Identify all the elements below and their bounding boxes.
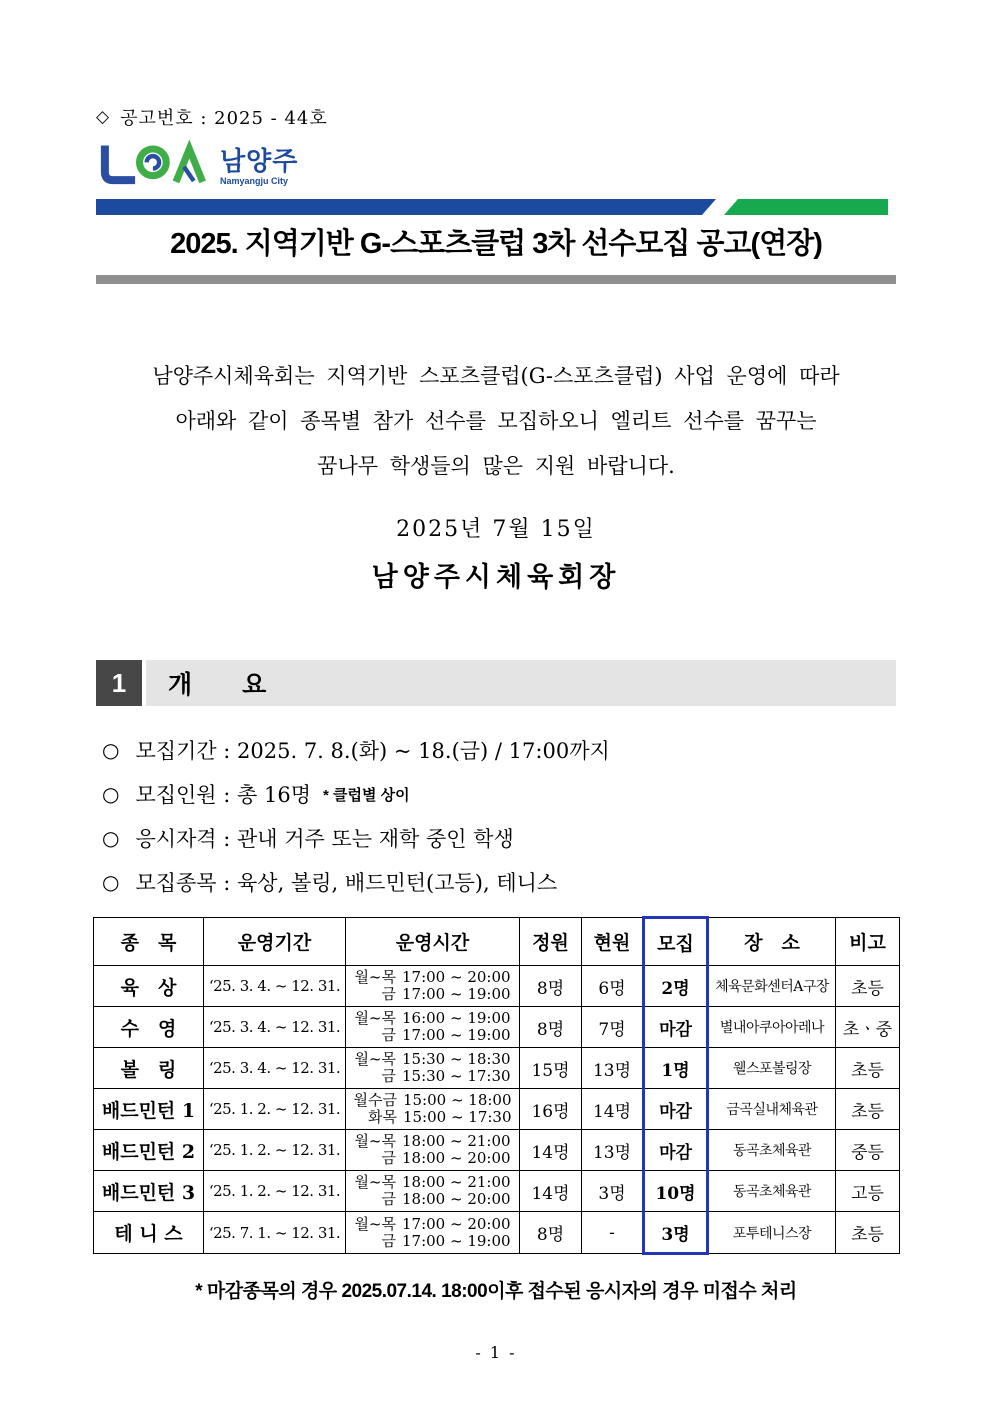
cell-capacity: 15명 xyxy=(520,1048,582,1089)
col-header-time: 운영시간 xyxy=(346,918,520,966)
announcement-date: 2025년 7월 15일 xyxy=(396,517,596,542)
cell-time xyxy=(346,1212,520,1254)
cell-period: ‘25. 1. 2. ~ 12. 31. xyxy=(204,1130,346,1171)
deadline-footnote: * 마감종목의 경우 2025.07.14. 18:00이후 접수된 응시자의 경우 미접수 처리 xyxy=(195,1281,797,1302)
col-header-event: 종 목 xyxy=(94,918,204,966)
time-range: 17:00 ~ 20:00 xyxy=(402,968,511,986)
table-row-athletics xyxy=(94,966,900,1007)
cell-venue: 체육문화센터A구장 xyxy=(708,966,836,1007)
time-range: 15:30 ~ 17:30 xyxy=(402,1067,511,1085)
cell-note: 초등 xyxy=(836,1089,900,1130)
cell-capacity: 8명 xyxy=(520,966,582,1007)
cell-time xyxy=(346,1130,520,1171)
intro-line: 꿈나무 학생들의 많은 지원 바랍니다. xyxy=(317,454,675,478)
diamond-icon: ◇ xyxy=(96,107,111,127)
cell-note: 초ㆍ중 xyxy=(836,1007,900,1048)
cell-current: 6명 xyxy=(582,966,644,1007)
cell-note: 초등 xyxy=(836,1212,900,1254)
intro-line: 아래와 같이 종목별 참가 선수를 모집하오니 엘리트 선수를 꿈꾸는 xyxy=(175,409,817,433)
time-day-label: 금 xyxy=(381,985,396,1003)
cell-period: ‘25. 7. 1. ~ 12. 31. xyxy=(204,1212,346,1254)
city-name: 남양주 xyxy=(220,146,299,176)
col-header-recruit: 모집 xyxy=(644,918,708,966)
time-range: 17:00 ~ 20:00 xyxy=(402,1214,511,1233)
section-1-header xyxy=(96,660,896,706)
time-range: 15:00 ~ 17:30 xyxy=(402,1108,512,1126)
cell-capacity: 14명 xyxy=(520,1130,582,1171)
bullet-text: 모집기간 : 2025. 7. 8.(화) ~ 18.(금) / 17:00까지 xyxy=(135,739,610,763)
bullet-recruit-count xyxy=(96,772,896,816)
cell-period: ‘25. 3. 4. ~ 12. 31. xyxy=(204,1007,346,1048)
bullet-recruit-period xyxy=(96,728,896,772)
circle-bullet-icon: ○ xyxy=(102,782,120,806)
time-day-label: 월~목 xyxy=(354,1132,396,1150)
cell-recruit: 마감 xyxy=(644,1130,708,1171)
time-range: 17:00 ~ 19:00 xyxy=(402,985,511,1003)
time-range: 15:00 ~ 18:00 xyxy=(402,1091,512,1109)
time-range: 18:00 ~ 21:00 xyxy=(402,1173,511,1191)
cell-note: 초등 xyxy=(836,966,900,1007)
issuer-name: 남양주시체육회장 xyxy=(371,562,621,593)
bullet-note: * 클럽별 상이 xyxy=(323,786,410,804)
cell-period: ‘25. 1. 2. ~ 12. 31. xyxy=(204,1089,346,1130)
cell-time xyxy=(346,1171,520,1212)
col-header-current: 현원 xyxy=(582,918,644,966)
cell-event: 배드민턴 2 xyxy=(94,1130,204,1171)
col-header-venue: 장 소 xyxy=(708,918,836,966)
time-day-label: 금 xyxy=(381,1190,396,1208)
bullet-text: 모집인원 : 총 16명 xyxy=(135,783,311,807)
time-day-label: 월~목 xyxy=(354,968,396,986)
time-day-label: 금 xyxy=(381,1231,396,1250)
document-page xyxy=(96,0,896,1362)
header-accent-bar xyxy=(96,199,896,215)
notice-number-text: 공고번호 : 2025 - 44호 xyxy=(120,108,328,129)
cell-current: 14명 xyxy=(582,1089,644,1130)
time-day-label: 월~목 xyxy=(354,1050,396,1068)
cell-venue: 웰스포볼링장 xyxy=(708,1048,836,1089)
cell-period: ‘25. 1. 2. ~ 12. 31. xyxy=(204,1171,346,1212)
cell-recruit: 10명 xyxy=(644,1171,708,1212)
cell-venue: 포투테니스장 xyxy=(708,1212,836,1254)
time-day-label: 월~목 xyxy=(354,1009,396,1027)
cell-note: 고등 xyxy=(836,1171,900,1212)
cell-event: 볼 링 xyxy=(94,1048,204,1089)
time-range: 18:00 ~ 21:00 xyxy=(402,1132,511,1150)
notice-number-line xyxy=(96,104,896,130)
col-header-capacity: 정원 xyxy=(520,918,582,966)
cell-current: 13명 xyxy=(582,1048,644,1089)
cell-recruit: 1명 xyxy=(644,1048,708,1089)
bullet-events xyxy=(96,860,896,904)
col-header-period: 운영기간 xyxy=(204,918,346,966)
time-day-label: 월수금 xyxy=(353,1091,397,1109)
cell-recruit: 마감 xyxy=(644,1007,708,1048)
cell-venue: 동곡초체육관 xyxy=(708,1130,836,1171)
cell-recruit: 2명 xyxy=(644,966,708,1007)
time-day-label: 월~목 xyxy=(354,1214,396,1233)
cell-recruit: 3명 xyxy=(644,1212,708,1254)
overview-bullet-list xyxy=(96,728,896,904)
city-logo-text xyxy=(220,148,298,186)
cell-event: 테 니 스 xyxy=(94,1212,204,1254)
time-day-label: 금 xyxy=(381,1067,396,1085)
cell-event: 배드민턴 1 xyxy=(94,1089,204,1130)
city-name-en: Namyangju City xyxy=(220,176,289,186)
cell-time xyxy=(346,966,520,1007)
table-row-badminton-1 xyxy=(94,1089,900,1130)
cell-time xyxy=(346,1048,520,1089)
cell-note: 초등 xyxy=(836,1048,900,1089)
intro-paragraph xyxy=(96,354,896,489)
page-number: - 1 - xyxy=(475,1343,517,1362)
cell-venue: 동곡초체육관 xyxy=(708,1171,836,1212)
namyangju-logo-icon xyxy=(96,138,208,196)
time-day-label: 화목 xyxy=(367,1108,397,1126)
time-range: 17:00 ~ 19:00 xyxy=(402,1026,511,1044)
section-title: 개 요 xyxy=(146,660,896,706)
intro-line: 남양주시체육회는 지역기반 스포츠클럽(G-스포츠클럽) 사업 운영에 따라 xyxy=(152,364,840,388)
section-number-badge: 1 xyxy=(96,660,142,706)
cell-venue: 별내아쿠아아레나 xyxy=(708,1007,836,1048)
cell-event: 육 상 xyxy=(94,966,204,1007)
title-underline-bar xyxy=(96,275,896,284)
accent-bar-blue xyxy=(96,199,716,215)
bullet-text: 응시자격 : 관내 거주 또는 재학 중인 학생 xyxy=(135,827,514,851)
cell-event: 수 영 xyxy=(94,1007,204,1048)
bullet-eligibility xyxy=(96,816,896,860)
cell-capacity: 16명 xyxy=(520,1089,582,1130)
table-row-tennis xyxy=(94,1212,900,1254)
table-row-badminton-3 xyxy=(94,1171,900,1212)
time-range: 15:30 ~ 18:30 xyxy=(402,1050,511,1068)
circle-bullet-icon: ○ xyxy=(102,826,120,850)
cell-current: - xyxy=(582,1212,644,1254)
city-logo xyxy=(96,139,896,195)
cell-venue: 금곡실내체육관 xyxy=(708,1089,836,1130)
time-day-label: 금 xyxy=(381,1149,396,1167)
time-day-label: 금 xyxy=(381,1026,396,1044)
cell-time xyxy=(346,1007,520,1048)
cell-capacity: 8명 xyxy=(520,1007,582,1048)
time-range: 17:00 ~ 19:00 xyxy=(402,1231,511,1250)
time-range: 18:00 ~ 20:00 xyxy=(402,1190,511,1208)
table-header-row xyxy=(94,918,900,966)
accent-bar-green xyxy=(724,199,888,215)
time-range: 18:00 ~ 20:00 xyxy=(402,1149,511,1167)
cell-recruit: 마감 xyxy=(644,1089,708,1130)
table-row-bowling xyxy=(94,1048,900,1089)
circle-bullet-icon: ○ xyxy=(102,870,120,894)
cell-current: 3명 xyxy=(582,1171,644,1212)
circle-bullet-icon: ○ xyxy=(102,738,120,762)
col-header-note: 비고 xyxy=(836,918,900,966)
time-day-label: 월~목 xyxy=(354,1173,396,1191)
cell-current: 13명 xyxy=(582,1130,644,1171)
bullet-text: 모집종목 : 육상, 볼링, 배드민턴(고등), 테니스 xyxy=(135,871,558,895)
cell-capacity: 14명 xyxy=(520,1171,582,1212)
table-row-badminton-2 xyxy=(94,1130,900,1171)
cell-time xyxy=(346,1089,520,1130)
cell-note: 중등 xyxy=(836,1130,900,1171)
cell-event: 배드민턴 3 xyxy=(94,1171,204,1212)
recruitment-table xyxy=(93,916,900,1255)
table-row-swimming xyxy=(94,1007,900,1048)
time-range: 16:00 ~ 19:00 xyxy=(402,1009,511,1027)
cell-current: 7명 xyxy=(582,1007,644,1048)
cell-capacity: 8명 xyxy=(520,1212,582,1254)
cell-period: ‘25. 3. 4. ~ 12. 31. xyxy=(204,1048,346,1089)
cell-period: ‘25. 3. 4. ~ 12. 31. xyxy=(204,966,346,1007)
document-title: 2025. 지역기반 G-스포츠클럽 3차 선수모집 공고(연장) xyxy=(170,228,822,260)
